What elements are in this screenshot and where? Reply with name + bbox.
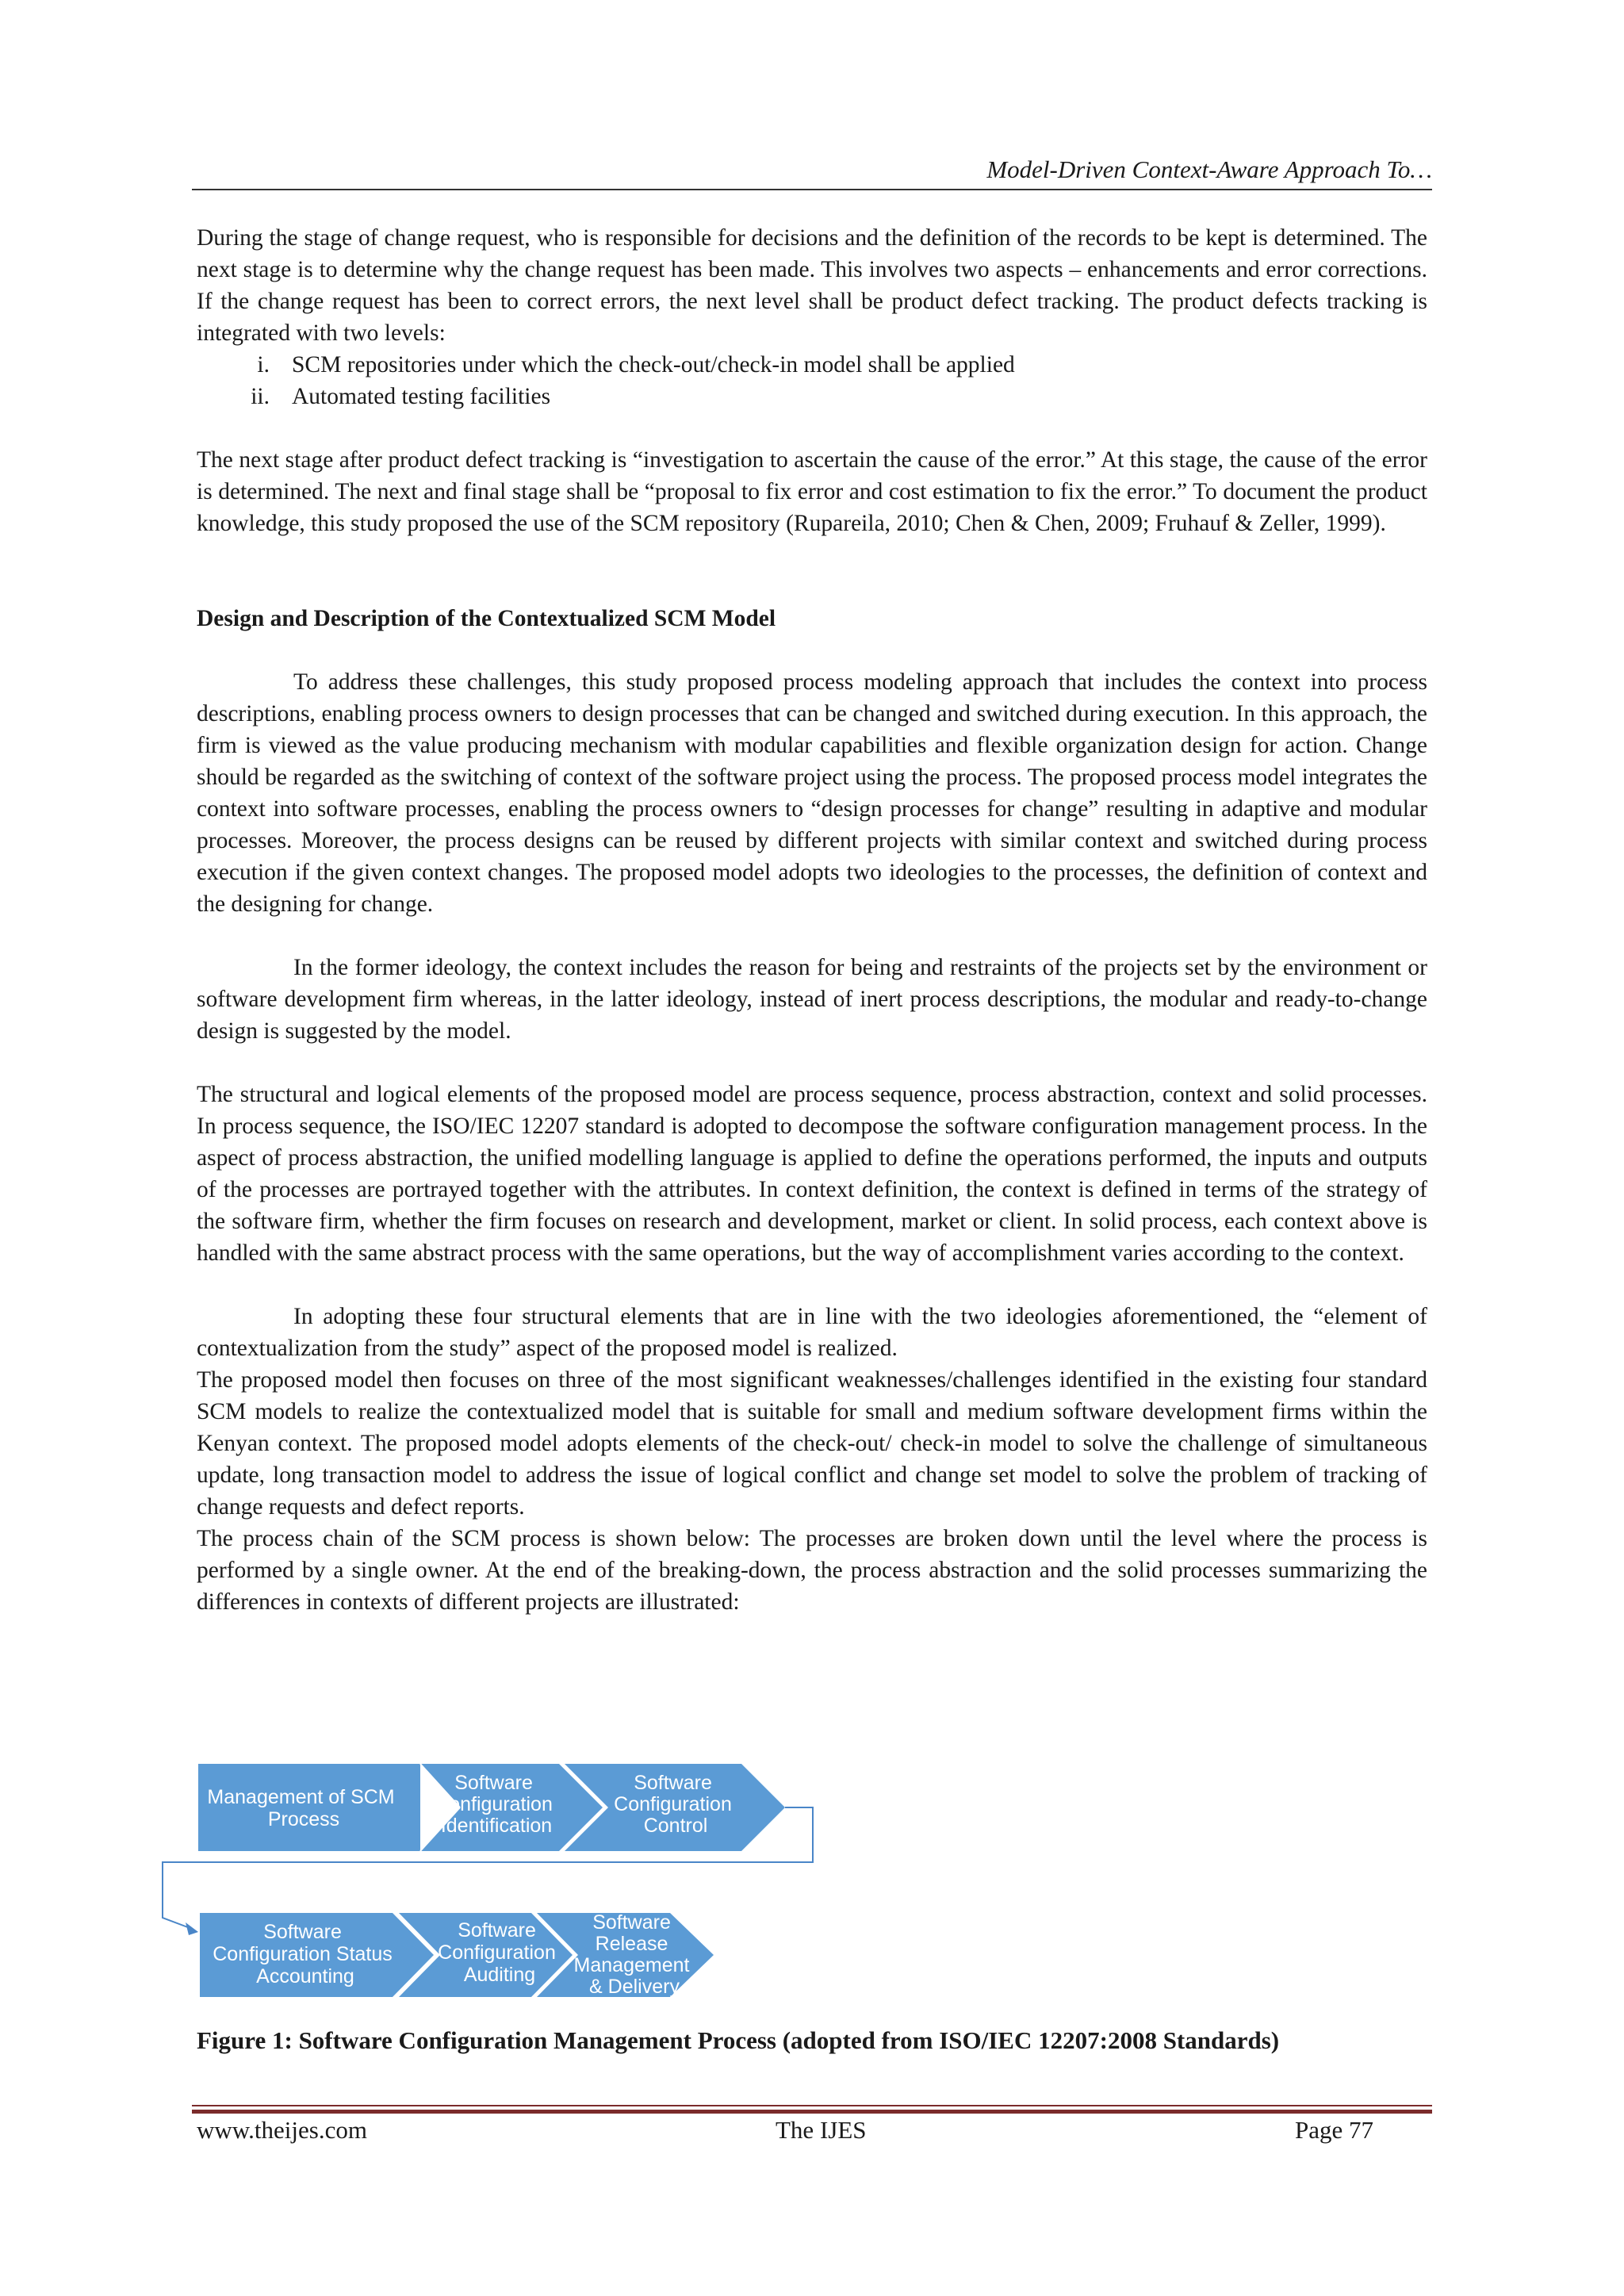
paragraph-contextualization: In adopting these four structural elements that are in line with the two ideologies aforementioned, the “element of contextualization from the study” aspect of the proposed model is realized. <box>197 1304 1427 1361</box>
list-number: i. <box>257 352 270 378</box>
body-text <box>197 222 1427 1618</box>
scm-process-diagram <box>159 1761 825 2007</box>
levels-list <box>197 349 1427 412</box>
paragraph-ideologies: In the former ideology, the context includes the reason for being and restraints of the projects set by the environment or software development firm whereas, in the latter ideology, instead of inert process descriptions, the modular and ready-to-change design is suggested by the model. <box>197 955 1427 1044</box>
footer-rule <box>192 2105 1432 2106</box>
list-text: SCM repositories under which the check-out/check-in model shall be applied <box>292 352 1015 378</box>
paragraph-weaknesses: The proposed model then focuses on three of the most significant weaknesses/challenges identified in the existing four standard SCM models to realize the contextualized model that is suitable for small and medium software development firms within the Kenyan context. The proposed model adopts elements of the check-out/ check-in model to solve the challenge of simultaneous update, long transaction model to address the issue of logical conflict and change set model to solve the problem of tracking of change requests and defect reports. <box>197 1367 1427 1520</box>
connector-arrowhead <box>186 1922 198 1935</box>
list-item <box>197 349 1427 381</box>
footer-website[interactable]: www.theijes.com <box>197 2116 367 2144</box>
section-heading: Design and Description of the Contextualized SCM Model <box>197 606 776 631</box>
step2-text: Software Configuration Identification <box>435 1772 553 1837</box>
running-header: Model-Driven Context-Aware Approach To… <box>986 155 1432 183</box>
footer-rule-thick <box>192 2110 1432 2114</box>
figure-caption: Figure 1: Software Configuration Management Process (adopted from ISO/IEC 12207:2008 Standards) <box>197 2026 1280 2054</box>
header-rule <box>192 189 1432 190</box>
paragraph-structural-elements: The structural and logical elements of the proposed model are process sequence, process abstraction, context and solid processes. In process sequence, the ISO/IEC 12207 standard is adopted to decompose the software configuration management process. In the aspect of process abstraction, the unified modelling language is applied to define the operations performed, the inputs and outputs of the processes are portrayed together with the attributes. In context definition, the context is defined in terms of the strategy of the software firm, whether the firm focuses on research and development, market or client. In solid process, each context above is handled with the same abstract process with the same operations, but the way of accomplishment varies according to the context. <box>197 1082 1427 1266</box>
paragraph-investigation: The next stage after product defect tracking is “investigation to ascertain the cause of the error.” At this stage, the cause of the error is determined. The next and final stage shall be “proposal to fix error and cost estimation to fix the error.” To document the product knowledge, this study proposed the use of the SCM repository (Rupareila, 2010; Chen & Chen, 2009; Fruhauf & Zeller, 1999). <box>197 447 1427 536</box>
step3-text: Software Configuration Control <box>614 1772 732 1837</box>
step6-text: Software Release Management & Delivery <box>573 1911 690 1998</box>
paragraph-change-request: During the stage of change request, who is responsible for decisions and the definition of the records to be kept is determined. The next stage is to determine why the change request has been made. This involves two aspects – enhancements and error corrections. If the change request has been to correct errors, the next level shall be product defect tracking. The product defects tracking is integrated with two levels: <box>197 225 1427 346</box>
paragraph-process-chain: The process chain of the SCM process is shown below: The processes are broken down until the level where the process is performed by a single owner. At the end of the breaking-down, the process abstraction and the solid processes summarizing the differences in contexts of different projects are illustrated: <box>197 1526 1427 1615</box>
paragraph-approach: To address these challenges, this study proposed process modeling approach that includes the context into process descriptions, enabling process owners to design processes that can be changed and switched during execution. In this approach, the firm is viewed as the value producing mechanism with modular capabilities and flexible organization design for action. Change should be regarded as the switching of context of the software project using the process. The proposed process model integrates the context into software processes, enabling the process owners to “design processes for change” resulting in adaptive and modular processes. Moreover, the process designs can be reused by different projects with similar context and switched during process execution if the given context changes. The proposed model adopts two ideologies to the processes, the definition of context and the designing for change. <box>197 669 1427 917</box>
list-item <box>197 381 1427 412</box>
step4-text: Software Configuration Status Accounting <box>213 1921 393 1987</box>
footer-journal: The IJES <box>776 2116 867 2144</box>
list-number: ii. <box>251 384 270 409</box>
footer-page-number: Page 77 <box>1295 2116 1374 2144</box>
step1-text: Management of SCM Process <box>207 1786 395 1830</box>
list-text: Automated testing facilities <box>292 384 551 409</box>
step5-text: Software Configuration Auditing <box>438 1919 556 1986</box>
